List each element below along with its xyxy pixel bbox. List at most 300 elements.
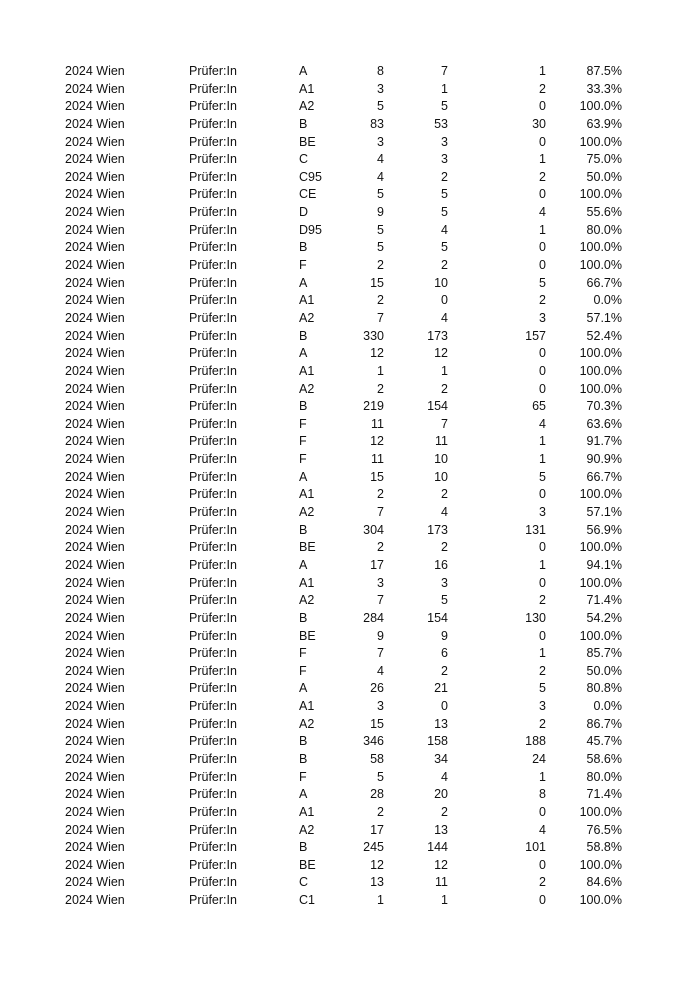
total-cell: 12 <box>370 346 384 361</box>
total-cell: 17 <box>370 557 384 572</box>
passed-cell: 2 <box>441 540 448 555</box>
table-row <box>0 769 700 787</box>
passed-cell: 21 <box>434 681 448 696</box>
failed-cell: 2 <box>539 663 546 678</box>
pass-rate-cell: 55.6% <box>586 205 622 220</box>
category-cell: A <box>299 64 308 78</box>
pass-rate-cell: 86.7% <box>586 716 622 731</box>
role-cell: Prüfer:In <box>189 134 237 149</box>
category-cell: F <box>299 646 307 661</box>
passed-cell: 1 <box>441 363 448 378</box>
total-cell: 5 <box>377 769 384 784</box>
total-cell: 12 <box>370 857 384 872</box>
pass-rate-cell: 66.7% <box>586 275 622 290</box>
category-cell: BE <box>299 857 316 872</box>
pass-rate-cell: 100.0% <box>579 363 622 378</box>
table-row <box>0 398 700 416</box>
passed-cell: 1 <box>441 81 448 96</box>
pass-rate-cell: 58.8% <box>586 840 622 855</box>
passed-cell: 4 <box>441 505 448 520</box>
location-year-cell: 2024 Wien <box>65 346 125 361</box>
category-cell: B <box>299 522 308 537</box>
pass-rate-cell: 100.0% <box>579 99 622 114</box>
table-row <box>0 169 700 187</box>
category-cell: A <box>299 275 308 290</box>
table-row <box>0 469 700 487</box>
role-cell: Prüfer:In <box>189 804 237 819</box>
location-year-cell: 2024 Wien <box>65 769 125 784</box>
role-cell: Prüfer:In <box>189 663 237 678</box>
pass-rate-cell: 100.0% <box>579 893 622 908</box>
failed-cell: 65 <box>532 399 546 414</box>
role-cell: Prüfer:In <box>189 522 237 537</box>
location-year-cell: 2024 Wien <box>65 187 125 202</box>
total-cell: 15 <box>370 275 384 290</box>
table-row <box>0 874 700 892</box>
total-cell: 4 <box>377 663 384 678</box>
table-row <box>0 186 700 204</box>
pass-rate-cell: 71.4% <box>586 593 622 608</box>
role-cell: Prüfer:In <box>189 346 237 361</box>
role-cell: Prüfer:In <box>189 116 237 131</box>
failed-cell: 24 <box>532 751 546 766</box>
failed-cell: 0 <box>539 134 546 149</box>
failed-cell: 3 <box>539 505 546 520</box>
failed-cell: 0 <box>539 240 546 255</box>
total-cell: 26 <box>370 681 384 696</box>
table-row <box>0 63 700 81</box>
role-cell: Prüfer:In <box>189 557 237 572</box>
total-cell: 2 <box>377 804 384 819</box>
data-table <box>0 63 700 910</box>
location-year-cell: 2024 Wien <box>65 610 125 625</box>
pass-rate-cell: 54.2% <box>586 610 622 625</box>
table-row <box>0 81 700 99</box>
role-cell: Prüfer:In <box>189 875 237 890</box>
failed-cell: 1 <box>539 222 546 237</box>
role-cell: Prüfer:In <box>189 751 237 766</box>
total-cell: 1 <box>377 893 384 908</box>
failed-cell: 1 <box>539 434 546 449</box>
pass-rate-cell: 33.3% <box>586 81 622 96</box>
location-year-cell: 2024 Wien <box>65 152 125 167</box>
category-cell: BE <box>299 628 316 643</box>
pass-rate-cell: 50.0% <box>586 663 622 678</box>
category-cell: A <box>299 557 308 572</box>
role-cell: Prüfer:In <box>189 540 237 555</box>
failed-cell: 0 <box>539 258 546 273</box>
table-row <box>0 539 700 557</box>
pass-rate-cell: 80.8% <box>586 681 622 696</box>
role-cell: Prüfer:In <box>189 593 237 608</box>
location-year-cell: 2024 Wien <box>65 628 125 643</box>
passed-cell: 173 <box>427 522 448 537</box>
table-row <box>0 275 700 293</box>
failed-cell: 188 <box>525 734 546 749</box>
total-cell: 245 <box>363 840 384 855</box>
role-cell: Prüfer:In <box>189 152 237 167</box>
passed-cell: 154 <box>427 610 448 625</box>
passed-cell: 10 <box>434 469 448 484</box>
pass-rate-cell: 63.9% <box>586 116 622 131</box>
category-cell: A2 <box>299 381 315 396</box>
category-cell: D <box>299 205 309 220</box>
failed-cell: 0 <box>539 857 546 872</box>
failed-cell: 1 <box>539 452 546 467</box>
passed-cell: 158 <box>427 734 448 749</box>
failed-cell: 5 <box>539 469 546 484</box>
passed-cell: 1 <box>441 893 448 908</box>
category-cell: A <box>299 346 308 361</box>
category-cell: F <box>299 434 307 449</box>
table-row <box>0 98 700 116</box>
location-year-cell: 2024 Wien <box>65 716 125 731</box>
total-cell: 4 <box>377 152 384 167</box>
pass-rate-cell: 85.7% <box>586 646 622 661</box>
category-cell: B <box>299 840 308 855</box>
table-row <box>0 892 700 910</box>
category-cell: B <box>299 240 308 255</box>
table-row <box>0 416 700 434</box>
role-cell: Prüfer:In <box>189 610 237 625</box>
role-cell: Prüfer:In <box>189 434 237 449</box>
failed-cell: 0 <box>539 346 546 361</box>
total-cell: 7 <box>377 310 384 325</box>
table-row <box>0 257 700 275</box>
failed-cell: 0 <box>539 628 546 643</box>
failed-cell: 0 <box>539 363 546 378</box>
location-year-cell: 2024 Wien <box>65 416 125 431</box>
role-cell: Prüfer:In <box>189 416 237 431</box>
category-cell: A1 <box>299 81 315 96</box>
role-cell: Prüfer:In <box>189 734 237 749</box>
pass-rate-cell: 70.3% <box>586 399 622 414</box>
total-cell: 2 <box>377 381 384 396</box>
passed-cell: 3 <box>441 575 448 590</box>
location-year-cell: 2024 Wien <box>65 81 125 96</box>
total-cell: 3 <box>377 81 384 96</box>
location-year-cell: 2024 Wien <box>65 540 125 555</box>
table-row <box>0 716 700 734</box>
category-cell: C1 <box>299 893 315 908</box>
table-row <box>0 345 700 363</box>
location-year-cell: 2024 Wien <box>65 681 125 696</box>
pass-rate-cell: 100.0% <box>579 187 622 202</box>
passed-cell: 5 <box>441 187 448 202</box>
passed-cell: 12 <box>434 346 448 361</box>
failed-cell: 1 <box>539 152 546 167</box>
table-row <box>0 751 700 769</box>
category-cell: A1 <box>299 699 315 714</box>
location-year-cell: 2024 Wien <box>65 116 125 131</box>
location-year-cell: 2024 Wien <box>65 575 125 590</box>
passed-cell: 3 <box>441 134 448 149</box>
role-cell: Prüfer:In <box>189 293 237 308</box>
category-cell: A1 <box>299 804 315 819</box>
role-cell: Prüfer:In <box>189 205 237 220</box>
location-year-cell: 2024 Wien <box>65 699 125 714</box>
location-year-cell: 2024 Wien <box>65 751 125 766</box>
role-cell: Prüfer:In <box>189 840 237 855</box>
role-cell: Prüfer:In <box>189 769 237 784</box>
failed-cell: 5 <box>539 681 546 696</box>
failed-cell: 4 <box>539 822 546 837</box>
role-cell: Prüfer:In <box>189 310 237 325</box>
total-cell: 28 <box>370 787 384 802</box>
passed-cell: 154 <box>427 399 448 414</box>
pass-rate-cell: 100.0% <box>579 540 622 555</box>
total-cell: 1 <box>377 363 384 378</box>
location-year-cell: 2024 Wien <box>65 804 125 819</box>
location-year-cell: 2024 Wien <box>65 857 125 872</box>
failed-cell: 0 <box>539 575 546 590</box>
pass-rate-cell: 87.5% <box>586 64 622 78</box>
pass-rate-cell: 45.7% <box>586 734 622 749</box>
total-cell: 9 <box>377 205 384 220</box>
passed-cell: 7 <box>441 416 448 431</box>
pass-rate-cell: 57.1% <box>586 310 622 325</box>
location-year-cell: 2024 Wien <box>65 363 125 378</box>
total-cell: 2 <box>377 258 384 273</box>
role-cell: Prüfer:In <box>189 452 237 467</box>
table-row <box>0 557 700 575</box>
category-cell: B <box>299 610 308 625</box>
failed-cell: 1 <box>539 646 546 661</box>
table-row <box>0 310 700 328</box>
role-cell: Prüfer:In <box>189 81 237 96</box>
total-cell: 2 <box>377 487 384 502</box>
total-cell: 58 <box>370 751 384 766</box>
category-cell: F <box>299 769 307 784</box>
total-cell: 5 <box>377 187 384 202</box>
category-cell: B <box>299 751 308 766</box>
total-cell: 2 <box>377 293 384 308</box>
total-cell: 346 <box>363 734 384 749</box>
passed-cell: 5 <box>441 240 448 255</box>
passed-cell: 13 <box>434 716 448 731</box>
pass-rate-cell: 0.0% <box>593 293 622 308</box>
passed-cell: 16 <box>434 557 448 572</box>
location-year-cell: 2024 Wien <box>65 593 125 608</box>
location-year-cell: 2024 Wien <box>65 452 125 467</box>
failed-cell: 3 <box>539 699 546 714</box>
category-cell: A2 <box>299 822 315 837</box>
role-cell: Prüfer:In <box>189 893 237 908</box>
passed-cell: 7 <box>441 64 448 78</box>
location-year-cell: 2024 Wien <box>65 99 125 114</box>
pass-rate-cell: 58.6% <box>586 751 622 766</box>
table-row <box>0 645 700 663</box>
table-row <box>0 292 700 310</box>
category-cell: F <box>299 663 307 678</box>
location-year-cell: 2024 Wien <box>65 787 125 802</box>
category-cell: A <box>299 469 308 484</box>
location-year-cell: 2024 Wien <box>65 275 125 290</box>
total-cell: 8 <box>377 64 384 78</box>
table-row <box>0 592 700 610</box>
category-cell: A2 <box>299 593 315 608</box>
table-row <box>0 575 700 593</box>
table-row <box>0 733 700 751</box>
table-row <box>0 839 700 857</box>
location-year-cell: 2024 Wien <box>65 893 125 908</box>
pass-rate-cell: 100.0% <box>579 628 622 643</box>
pass-rate-cell: 0.0% <box>593 699 622 714</box>
failed-cell: 2 <box>539 875 546 890</box>
passed-cell: 5 <box>441 99 448 114</box>
total-cell: 9 <box>377 628 384 643</box>
role-cell: Prüfer:In <box>189 469 237 484</box>
total-cell: 219 <box>363 399 384 414</box>
passed-cell: 20 <box>434 787 448 802</box>
table-row <box>0 116 700 134</box>
table-row <box>0 857 700 875</box>
pass-rate-cell: 100.0% <box>579 857 622 872</box>
role-cell: Prüfer:In <box>189 169 237 184</box>
passed-cell: 53 <box>434 116 448 131</box>
table-row <box>0 134 700 152</box>
pass-rate-cell: 84.6% <box>586 875 622 890</box>
category-cell: A2 <box>299 716 315 731</box>
category-cell: A1 <box>299 575 315 590</box>
total-cell: 3 <box>377 575 384 590</box>
role-cell: Prüfer:In <box>189 681 237 696</box>
role-cell: Prüfer:In <box>189 240 237 255</box>
pass-rate-cell: 100.0% <box>579 487 622 502</box>
table-row <box>0 522 700 540</box>
total-cell: 330 <box>363 328 384 343</box>
passed-cell: 2 <box>441 381 448 396</box>
location-year-cell: 2024 Wien <box>65 487 125 502</box>
total-cell: 3 <box>377 134 384 149</box>
passed-cell: 4 <box>441 310 448 325</box>
pass-rate-cell: 100.0% <box>579 134 622 149</box>
category-cell: B <box>299 399 308 414</box>
role-cell: Prüfer:In <box>189 258 237 273</box>
role-cell: Prüfer:In <box>189 787 237 802</box>
category-cell: A2 <box>299 310 315 325</box>
table-row <box>0 786 700 804</box>
table-row <box>0 628 700 646</box>
category-cell: B <box>299 734 308 749</box>
total-cell: 3 <box>377 699 384 714</box>
passed-cell: 5 <box>441 205 448 220</box>
category-cell: D95 <box>299 222 322 237</box>
failed-cell: 2 <box>539 593 546 608</box>
table-row <box>0 504 700 522</box>
failed-cell: 0 <box>539 804 546 819</box>
total-cell: 4 <box>377 169 384 184</box>
total-cell: 284 <box>363 610 384 625</box>
role-cell: Prüfer:In <box>189 646 237 661</box>
pass-rate-cell: 76.5% <box>586 822 622 837</box>
pass-rate-cell: 100.0% <box>579 381 622 396</box>
location-year-cell: 2024 Wien <box>65 293 125 308</box>
role-cell: Prüfer:In <box>189 699 237 714</box>
role-cell: Prüfer:In <box>189 275 237 290</box>
pass-rate-cell: 100.0% <box>579 575 622 590</box>
passed-cell: 10 <box>434 452 448 467</box>
failed-cell: 0 <box>539 187 546 202</box>
passed-cell: 13 <box>434 822 448 837</box>
role-cell: Prüfer:In <box>189 64 237 78</box>
failed-cell: 1 <box>539 557 546 572</box>
location-year-cell: 2024 Wien <box>65 381 125 396</box>
pass-rate-cell: 75.0% <box>586 152 622 167</box>
pass-rate-cell: 57.1% <box>586 505 622 520</box>
category-cell: BE <box>299 134 316 149</box>
role-cell: Prüfer:In <box>189 487 237 502</box>
failed-cell: 8 <box>539 787 546 802</box>
total-cell: 7 <box>377 646 384 661</box>
failed-cell: 130 <box>525 610 546 625</box>
failed-cell: 30 <box>532 116 546 131</box>
location-year-cell: 2024 Wien <box>65 822 125 837</box>
table-row <box>0 433 700 451</box>
pass-rate-cell: 80.0% <box>586 222 622 237</box>
category-cell: CE <box>299 187 317 202</box>
passed-cell: 9 <box>441 628 448 643</box>
total-cell: 304 <box>363 522 384 537</box>
location-year-cell: 2024 Wien <box>65 469 125 484</box>
passed-cell: 2 <box>441 169 448 184</box>
category-cell: A1 <box>299 293 315 308</box>
failed-cell: 4 <box>539 416 546 431</box>
total-cell: 11 <box>371 416 384 431</box>
failed-cell: 5 <box>539 275 546 290</box>
table-row <box>0 663 700 681</box>
failed-cell: 2 <box>539 716 546 731</box>
location-year-cell: 2024 Wien <box>65 205 125 220</box>
passed-cell: 144 <box>427 840 448 855</box>
category-cell: F <box>299 416 307 431</box>
table-row <box>0 381 700 399</box>
pass-rate-cell: 100.0% <box>579 804 622 819</box>
pass-rate-cell: 56.9% <box>586 522 622 537</box>
failed-cell: 131 <box>525 522 546 537</box>
pass-rate-cell: 66.7% <box>586 469 622 484</box>
location-year-cell: 2024 Wien <box>65 734 125 749</box>
role-cell: Prüfer:In <box>189 716 237 731</box>
failed-cell: 0 <box>539 381 546 396</box>
failed-cell: 1 <box>539 64 546 78</box>
total-cell: 12 <box>370 434 384 449</box>
failed-cell: 0 <box>539 99 546 114</box>
location-year-cell: 2024 Wien <box>65 222 125 237</box>
pass-rate-cell: 100.0% <box>579 240 622 255</box>
category-cell: A1 <box>299 487 315 502</box>
location-year-cell: 2024 Wien <box>65 310 125 325</box>
location-year-cell: 2024 Wien <box>65 875 125 890</box>
location-year-cell: 2024 Wien <box>65 505 125 520</box>
table-row <box>0 451 700 469</box>
passed-cell: 0 <box>441 293 448 308</box>
role-cell: Prüfer:In <box>189 628 237 643</box>
passed-cell: 34 <box>434 751 448 766</box>
location-year-cell: 2024 Wien <box>65 646 125 661</box>
passed-cell: 10 <box>434 275 448 290</box>
location-year-cell: 2024 Wien <box>65 522 125 537</box>
table-row <box>0 822 700 840</box>
table-row <box>0 698 700 716</box>
role-cell: Prüfer:In <box>189 222 237 237</box>
category-cell: C95 <box>299 169 322 184</box>
category-cell: C <box>299 875 309 890</box>
role-cell: Prüfer:In <box>189 505 237 520</box>
category-cell: A <box>299 787 308 802</box>
table-row <box>0 239 700 257</box>
role-cell: Prüfer:In <box>189 575 237 590</box>
